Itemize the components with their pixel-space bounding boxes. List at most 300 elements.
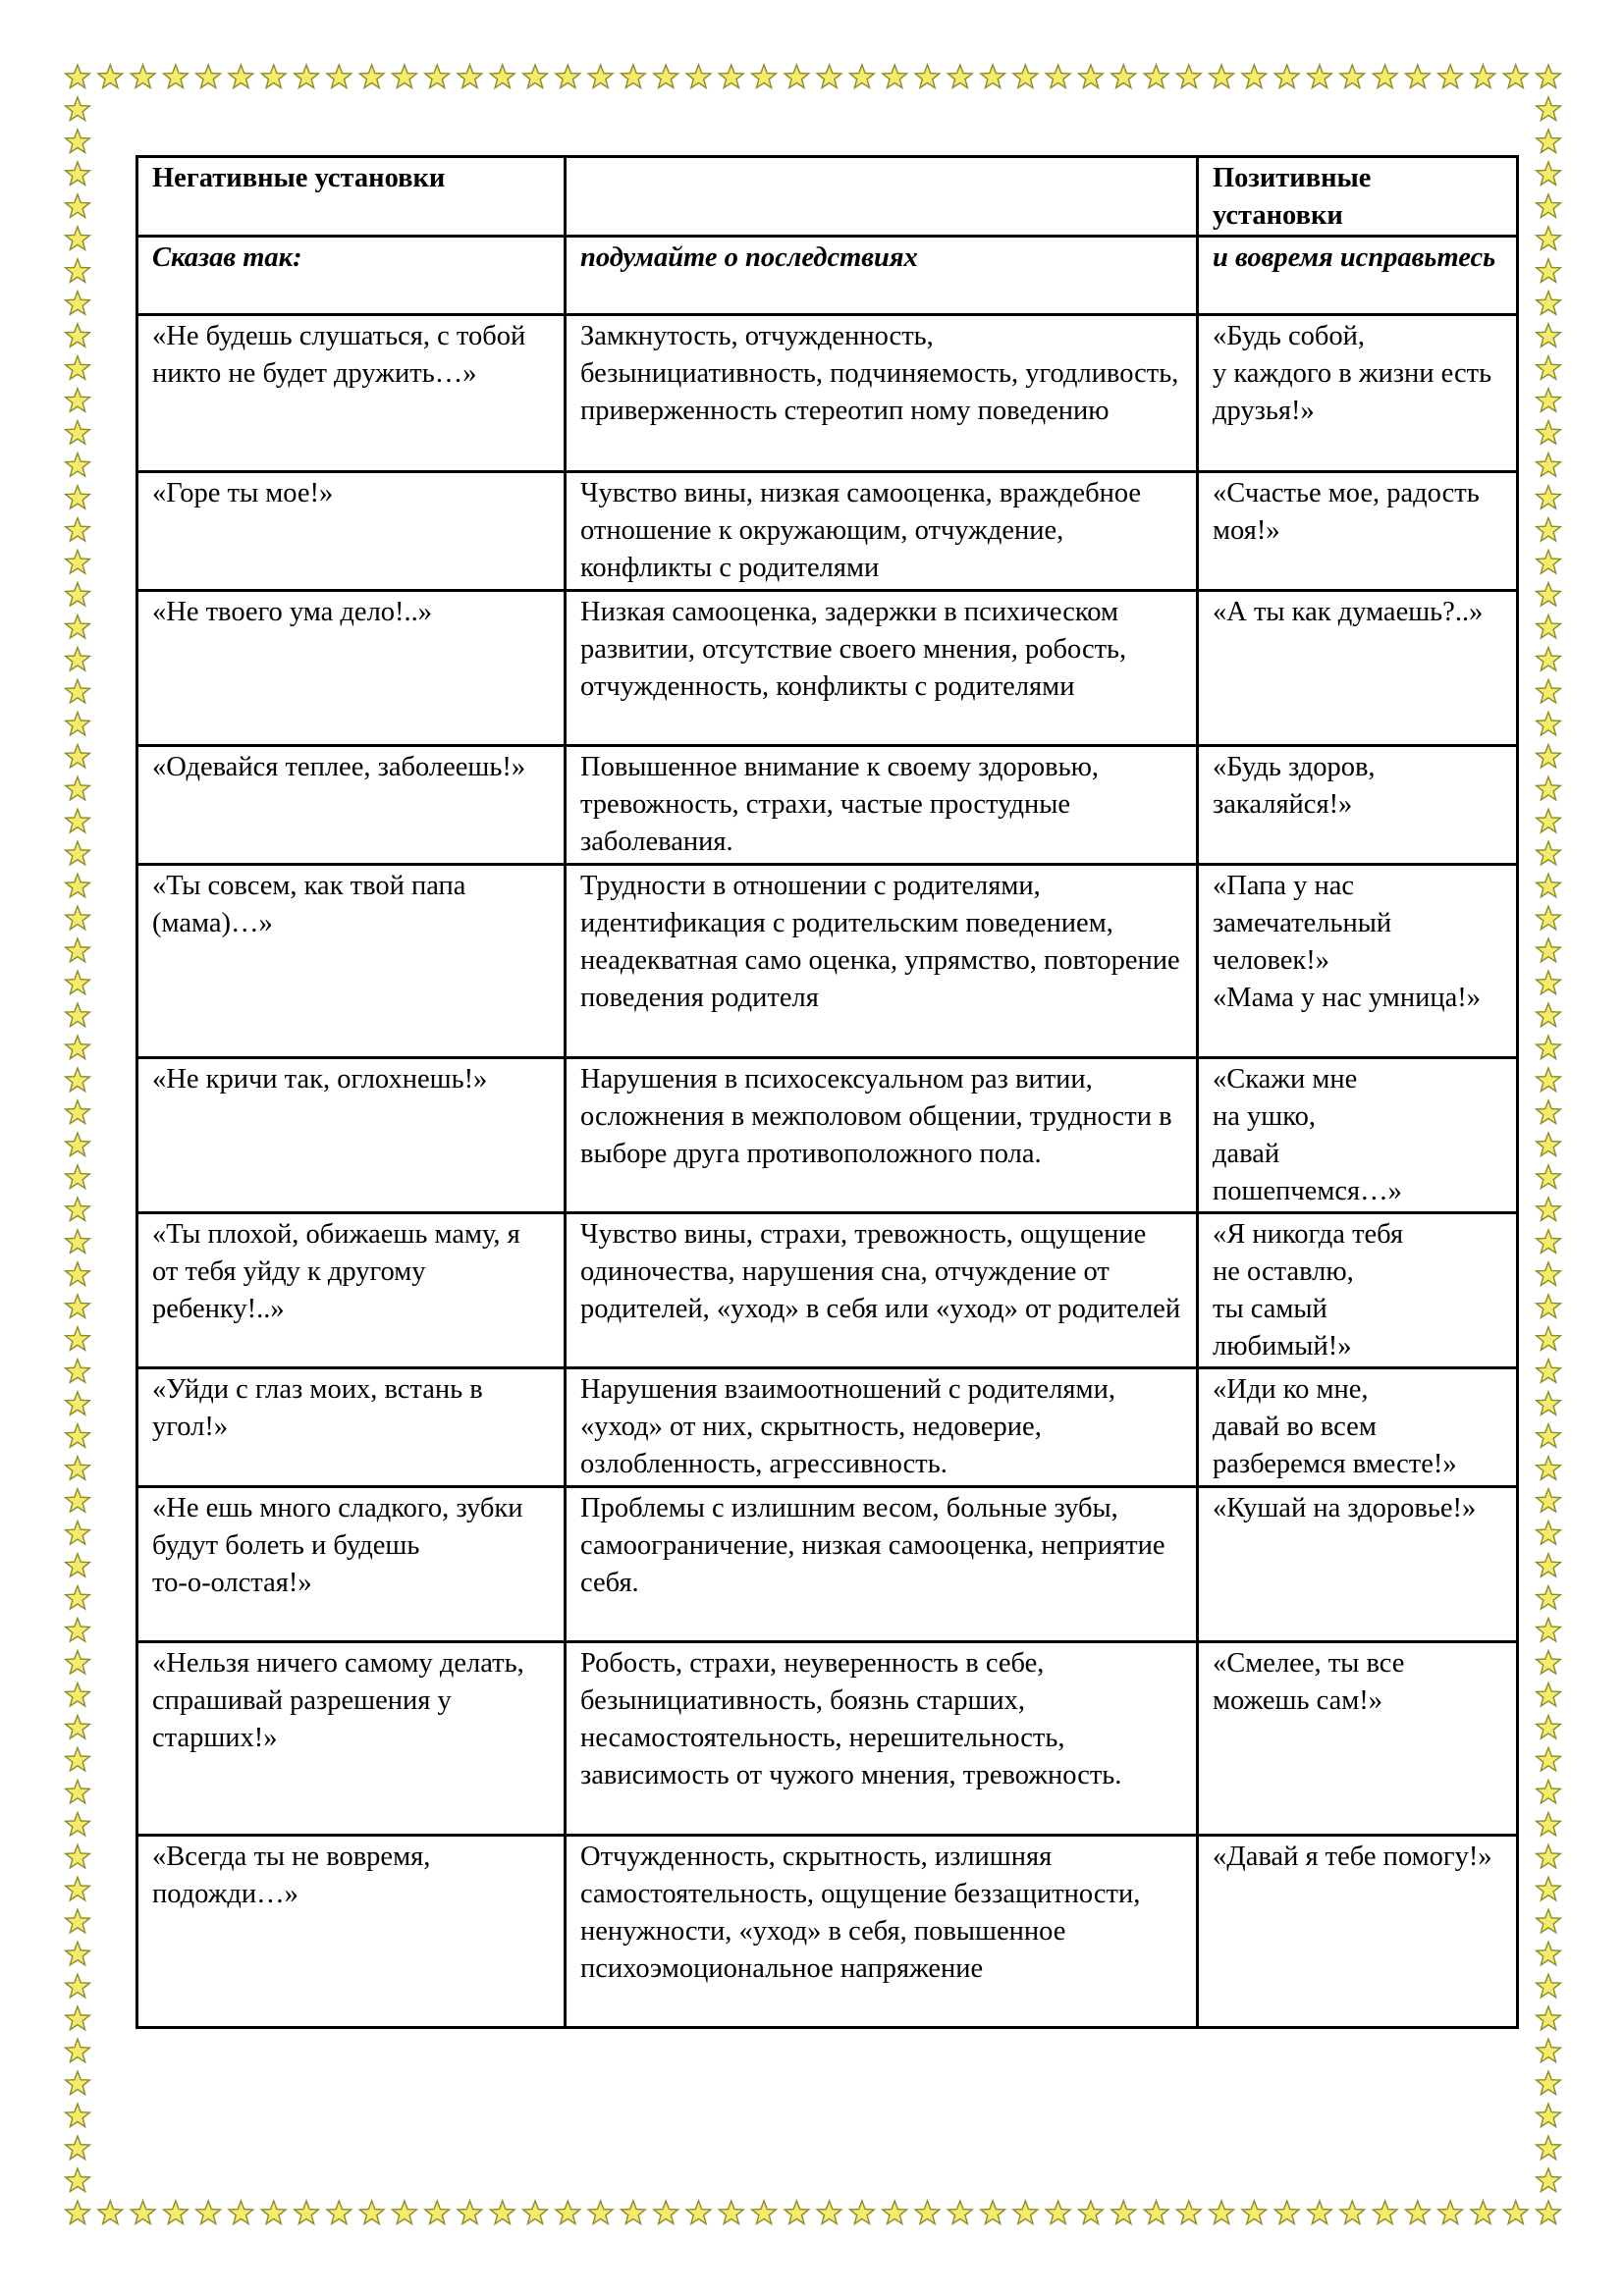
star-icon bbox=[1537, 421, 1561, 445]
star-icon bbox=[164, 65, 189, 88]
star-icon bbox=[327, 65, 352, 88]
star-icon bbox=[66, 874, 90, 897]
star-icon bbox=[66, 1522, 90, 1545]
star-icon bbox=[622, 65, 646, 88]
star-icon bbox=[66, 776, 90, 800]
positive-phrase-cell bbox=[1198, 1368, 1518, 1487]
star-icon bbox=[1537, 2201, 1561, 2224]
star-icon bbox=[1111, 2201, 1136, 2224]
star-icon bbox=[1537, 2136, 1561, 2160]
star-icon bbox=[719, 65, 743, 88]
star-icon bbox=[66, 1942, 90, 1965]
star-icon bbox=[66, 1036, 90, 1059]
star-icon bbox=[66, 1360, 90, 1383]
star-icon bbox=[66, 1747, 90, 1771]
star-icon bbox=[915, 65, 940, 88]
star-icon bbox=[1274, 65, 1299, 88]
consequences-text: Чувство вины, низкая самооценка, враждебное отношение к окружающим, отчуждение, конфликты с родителями bbox=[580, 478, 1142, 583]
star-icon bbox=[719, 2201, 743, 2224]
header-middle bbox=[566, 157, 1198, 237]
negative-phrase-cell bbox=[137, 1058, 566, 1213]
star-icon bbox=[66, 1295, 90, 1318]
consequences-text-cell bbox=[566, 472, 1198, 591]
star-icon bbox=[66, 1844, 90, 1868]
consequences-text: Чувство вины, страхи, тревожность, ощущение одиночества, нарушения сна, отчуждение от родителей, «уход» в себя или «уход» от родителей bbox=[580, 1219, 1181, 1324]
star-icon bbox=[66, 744, 90, 768]
star-icon bbox=[66, 1068, 90, 1092]
star-icon bbox=[915, 2201, 940, 2224]
star-icon bbox=[1537, 2104, 1561, 2127]
star-icon bbox=[66, 162, 90, 186]
positive-phrase-cell bbox=[1198, 1642, 1518, 1836]
star-icon bbox=[850, 65, 875, 88]
star-icon bbox=[66, 2136, 90, 2160]
star-icon bbox=[1046, 65, 1070, 88]
star-icon bbox=[1471, 2201, 1495, 2224]
negative-phrase-cell bbox=[137, 1487, 566, 1642]
star-icon bbox=[1537, 518, 1561, 542]
star-icon bbox=[66, 130, 90, 153]
positive-phrase: «Давай я тебе помогу!» bbox=[1213, 1842, 1492, 1872]
consequences-text: Повышенное внимание к своему здоровью, тревожность, страхи, частые простудные заболевания. bbox=[580, 752, 1100, 857]
star-icon bbox=[1537, 841, 1561, 865]
star-icon bbox=[1537, 1036, 1561, 1059]
star-icon bbox=[1537, 1619, 1561, 1642]
star-icon bbox=[66, 1424, 90, 1448]
star-icon bbox=[1537, 1877, 1561, 1900]
star-icon bbox=[1537, 65, 1561, 88]
star-icon bbox=[1537, 583, 1561, 607]
star-icon bbox=[1537, 1942, 1561, 1965]
star-icon bbox=[1537, 1327, 1561, 1351]
star-icon bbox=[1242, 65, 1267, 88]
star-icon bbox=[164, 2201, 189, 2224]
negative-phrase-cell bbox=[137, 1213, 566, 1368]
star-icon bbox=[1537, 971, 1561, 994]
star-icon bbox=[66, 1262, 90, 1286]
star-icon bbox=[66, 389, 90, 412]
consequences-text: Отчужденность, скрытность, излишняя самостоятельность, ощущение беззащитности, ненужности, «уход» в себя, повышенное психоэмоциональное напряжение bbox=[580, 1842, 1141, 1984]
star-icon bbox=[1537, 874, 1561, 897]
negative-phrase: «Не кричи так, оглохнешь!» bbox=[152, 1064, 488, 1095]
star-icon bbox=[523, 2201, 548, 2224]
consequences-text-cell bbox=[566, 1058, 1198, 1213]
star-icon bbox=[66, 841, 90, 865]
positive-phrase: «А ты как думаешь?..» bbox=[1213, 597, 1484, 627]
star-icon bbox=[229, 2201, 253, 2224]
star-icon bbox=[1537, 1424, 1561, 1448]
star-icon bbox=[66, 1198, 90, 1221]
star-icon bbox=[1537, 1651, 1561, 1675]
star-icon bbox=[1537, 647, 1561, 670]
star-icon bbox=[66, 356, 90, 380]
star-icon bbox=[1537, 1392, 1561, 1415]
star-icon bbox=[66, 1651, 90, 1675]
positive-phrase-cell bbox=[1198, 591, 1518, 746]
star-icon bbox=[1537, 1489, 1561, 1513]
star-icon bbox=[1537, 486, 1561, 509]
star-icon bbox=[327, 2201, 352, 2224]
positive-phrase-cell bbox=[1198, 865, 1518, 1058]
star-icon bbox=[1013, 2201, 1038, 2224]
star-icon bbox=[1537, 776, 1561, 800]
star-icon bbox=[1537, 1715, 1561, 1738]
table-row bbox=[137, 746, 1518, 865]
positive-phrase: «Смелее, ты все можешь сам!» bbox=[1213, 1648, 1405, 1716]
star-icon bbox=[1537, 194, 1561, 218]
star-icon bbox=[66, 712, 90, 735]
positive-phrase: «Счастье мое, радость моя!» bbox=[1213, 478, 1480, 546]
star-icon bbox=[981, 65, 1005, 88]
star-icon bbox=[1537, 1262, 1561, 1286]
star-icon bbox=[556, 2201, 580, 2224]
star-icon bbox=[66, 518, 90, 542]
star-icon bbox=[1537, 292, 1561, 315]
star-icon bbox=[1537, 1780, 1561, 1803]
star-icon bbox=[131, 2201, 155, 2224]
star-icon bbox=[1373, 2201, 1397, 2224]
table-row bbox=[137, 1213, 1518, 1368]
star-icon bbox=[425, 65, 450, 88]
star-icon bbox=[66, 454, 90, 477]
star-icon bbox=[458, 65, 482, 88]
star-icon bbox=[1537, 938, 1561, 962]
star-icon bbox=[66, 647, 90, 670]
negative-phrase: «Уйди с глаз моих, встань в угол!» bbox=[152, 1374, 483, 1442]
table-row bbox=[137, 865, 1518, 1058]
negative-phrase-cell bbox=[137, 865, 566, 1058]
star-icon bbox=[66, 1133, 90, 1156]
consequences-text-cell bbox=[566, 315, 1198, 472]
star-icon bbox=[1537, 1100, 1561, 1124]
star-icon bbox=[196, 65, 221, 88]
star-icon bbox=[752, 2201, 777, 2224]
negative-phrase-cell bbox=[137, 1836, 566, 2028]
star-icon bbox=[1079, 2201, 1104, 2224]
star-icon bbox=[66, 1489, 90, 1513]
star-icon bbox=[66, 1715, 90, 1738]
star-icon bbox=[131, 65, 155, 88]
subheader-middle: подумайте о последствиях bbox=[566, 237, 1198, 315]
positive-phrase: «Иди ко мне, давай во всем разберемся вместе!» bbox=[1213, 1374, 1457, 1479]
star-icon bbox=[66, 2006, 90, 2030]
star-icon bbox=[686, 65, 711, 88]
star-icon bbox=[66, 679, 90, 703]
star-icon bbox=[1537, 2039, 1561, 2062]
star-icon bbox=[66, 1230, 90, 1254]
positive-phrase: «Будь здоров, закаляйся!» bbox=[1213, 752, 1376, 820]
negative-phrase: «Не ешь много сладкого, зубки будут болеть и будешь то-о-олстая!» bbox=[152, 1493, 523, 1598]
star-icon bbox=[1537, 679, 1561, 703]
star-icon bbox=[490, 2201, 514, 2224]
star-icon bbox=[1340, 2201, 1365, 2224]
star-icon bbox=[393, 65, 417, 88]
star-icon bbox=[1537, 1003, 1561, 1027]
negative-phrase: «Ты плохой, обижаешь маму, я от тебя уйду к другому ребенку!..» bbox=[152, 1219, 520, 1324]
table-row bbox=[137, 1642, 1518, 1836]
table-row bbox=[137, 1836, 1518, 2028]
consequences-text-cell bbox=[566, 1368, 1198, 1487]
star-icon bbox=[1144, 2201, 1168, 2224]
star-icon bbox=[98, 65, 123, 88]
star-icon bbox=[66, 809, 90, 832]
star-icon bbox=[1537, 614, 1561, 638]
star-icon bbox=[66, 2201, 90, 2224]
star-icon bbox=[817, 2201, 841, 2224]
positive-phrase-cell bbox=[1198, 1058, 1518, 1213]
star-icon bbox=[1308, 65, 1332, 88]
star-icon bbox=[66, 1586, 90, 1610]
star-icon bbox=[66, 486, 90, 509]
star-icon bbox=[66, 324, 90, 347]
consequences-text-cell bbox=[566, 865, 1198, 1058]
consequences-text: Низкая самооценка, задержки в психическом развитии, отсутствие своего мнения, робость, отчужденность, конфликты с родителями bbox=[580, 597, 1127, 702]
star-icon bbox=[1537, 389, 1561, 412]
star-icon bbox=[1537, 1457, 1561, 1480]
star-icon bbox=[393, 2201, 417, 2224]
table-header-row bbox=[137, 157, 1518, 237]
star-icon bbox=[66, 1909, 90, 1933]
star-icon bbox=[66, 1327, 90, 1351]
star-icon bbox=[66, 421, 90, 445]
star-icon bbox=[1537, 1230, 1561, 1254]
negative-phrase: «Нельзя ничего самому делать, спрашивай разрешения у старших!» bbox=[152, 1648, 524, 1753]
star-icon bbox=[66, 906, 90, 930]
star-icon bbox=[686, 2201, 711, 2224]
consequences-text-cell bbox=[566, 1836, 1198, 2028]
consequences-text: Проблемы с излишним весом, больные зубы, самоограничение, низкая самооценка, неприятие себя. bbox=[580, 1493, 1165, 1598]
star-icon bbox=[1537, 1812, 1561, 1836]
star-icon bbox=[66, 614, 90, 638]
table-row bbox=[137, 1368, 1518, 1487]
star-icon bbox=[1537, 324, 1561, 347]
star-icon bbox=[66, 1682, 90, 1706]
star-icon bbox=[947, 2201, 972, 2224]
negative-phrase: «Всегда ты не вовремя, подожди…» bbox=[152, 1842, 431, 1909]
positive-phrase: «Скажи мне на ушко, давай пошепчемся…» bbox=[1213, 1064, 1402, 1206]
star-icon bbox=[523, 65, 548, 88]
star-icon bbox=[1537, 744, 1561, 768]
consequences-text-cell bbox=[566, 591, 1198, 746]
star-icon bbox=[196, 2201, 221, 2224]
positive-phrase-cell bbox=[1198, 1836, 1518, 2028]
star-icon bbox=[785, 65, 809, 88]
star-icon bbox=[1537, 1974, 1561, 1998]
positive-phrase-cell bbox=[1198, 1213, 1518, 1368]
star-icon bbox=[98, 2201, 123, 2224]
table-row bbox=[137, 591, 1518, 746]
star-icon bbox=[66, 1457, 90, 1480]
table-row bbox=[137, 1058, 1518, 1213]
star-icon bbox=[295, 65, 319, 88]
star-icon bbox=[1210, 2201, 1234, 2224]
star-icon bbox=[66, 551, 90, 574]
star-icon bbox=[1046, 2201, 1070, 2224]
star-icon bbox=[261, 65, 286, 88]
negative-phrase: «Одевайся теплее, заболеешь!» bbox=[152, 752, 526, 782]
positive-phrase-cell bbox=[1198, 1487, 1518, 1642]
star-icon bbox=[66, 292, 90, 315]
star-icon bbox=[1438, 65, 1463, 88]
star-icon bbox=[588, 2201, 613, 2224]
negative-phrase-cell bbox=[137, 1368, 566, 1487]
star-icon bbox=[359, 65, 384, 88]
star-icon bbox=[1537, 1522, 1561, 1545]
star-icon bbox=[66, 1812, 90, 1836]
star-icon bbox=[850, 2201, 875, 2224]
star-icon bbox=[66, 1165, 90, 1189]
star-icon bbox=[1176, 2201, 1201, 2224]
star-icon bbox=[66, 1554, 90, 1577]
consequences-text: Нарушения в психосексуальном раз витии, осложнения в межполовом общении, трудности в выборе друга противоположного пола. bbox=[580, 1064, 1172, 1169]
star-icon bbox=[1537, 1198, 1561, 1221]
star-icon bbox=[359, 2201, 384, 2224]
star-icon bbox=[66, 259, 90, 283]
star-icon bbox=[1537, 1133, 1561, 1156]
star-icon bbox=[66, 227, 90, 250]
star-icon bbox=[66, 938, 90, 962]
subheader-positive: и вовремя исправьтесь bbox=[1198, 237, 1518, 315]
star-icon bbox=[1274, 2201, 1299, 2224]
subheader-negative: Сказав так: bbox=[137, 237, 566, 315]
star-icon bbox=[261, 2201, 286, 2224]
star-icon bbox=[66, 2071, 90, 2095]
star-icon bbox=[1537, 227, 1561, 250]
star-icon bbox=[1242, 2201, 1267, 2224]
star-icon bbox=[66, 97, 90, 121]
star-icon bbox=[588, 65, 613, 88]
consequences-text-cell bbox=[566, 1213, 1198, 1368]
star-icon bbox=[66, 65, 90, 88]
star-icon bbox=[883, 65, 907, 88]
star-icon bbox=[66, 1100, 90, 1124]
table-row bbox=[137, 1487, 1518, 1642]
negative-phrase: «Ты совсем, как твой папа (мама)…» bbox=[152, 871, 466, 938]
star-icon bbox=[66, 1974, 90, 1998]
consequences-text: Робость, страхи, неуверенность в себе, безынициативность, боязнь старших, несамостоятельность, нерешительность, зависимость от чужого мнения, тревожность. bbox=[580, 1648, 1122, 1790]
star-icon bbox=[1537, 809, 1561, 832]
star-icon bbox=[458, 2201, 482, 2224]
header-negative: Негативные установки bbox=[137, 157, 566, 237]
star-icon bbox=[1111, 65, 1136, 88]
star-icon bbox=[425, 2201, 450, 2224]
star-icon bbox=[1537, 2071, 1561, 2095]
star-icon bbox=[1537, 356, 1561, 380]
star-icon bbox=[66, 2039, 90, 2062]
star-icon bbox=[66, 1392, 90, 1415]
negative-phrase-cell bbox=[137, 591, 566, 746]
star-icon bbox=[66, 1003, 90, 1027]
header-positive: Позитивные установки bbox=[1198, 157, 1518, 237]
negative-phrase: «Не твоего ума дело!..» bbox=[152, 597, 433, 627]
negative-phrase: «Не будешь слушаться, с тобой никто не будет дружить…» bbox=[152, 321, 526, 389]
star-icon bbox=[752, 65, 777, 88]
star-icon bbox=[1537, 2168, 1561, 2192]
positive-phrase: «Папа у нас замечательный человек!» «Мама у нас умница!» bbox=[1213, 871, 1481, 1013]
star-icon bbox=[1537, 1909, 1561, 1933]
star-icon bbox=[1405, 65, 1430, 88]
negative-phrase-cell bbox=[137, 315, 566, 472]
star-icon bbox=[66, 1780, 90, 1803]
star-icon bbox=[1537, 259, 1561, 283]
consequences-text-cell bbox=[566, 746, 1198, 865]
consequences-text-cell bbox=[566, 1642, 1198, 1836]
star-icon bbox=[556, 65, 580, 88]
star-icon bbox=[66, 194, 90, 218]
consequences-text-cell bbox=[566, 1487, 1198, 1642]
star-icon bbox=[1013, 65, 1038, 88]
star-icon bbox=[1537, 906, 1561, 930]
star-icon bbox=[1537, 162, 1561, 186]
star-icon bbox=[654, 2201, 678, 2224]
star-icon bbox=[1537, 1295, 1561, 1318]
star-icon bbox=[295, 2201, 319, 2224]
star-icon bbox=[229, 65, 253, 88]
star-icon bbox=[1537, 551, 1561, 574]
table-row bbox=[137, 315, 1518, 472]
star-icon bbox=[66, 2104, 90, 2127]
star-icon bbox=[1537, 1747, 1561, 1771]
star-icon bbox=[1340, 65, 1365, 88]
star-icon bbox=[1537, 130, 1561, 153]
star-icon bbox=[1537, 454, 1561, 477]
star-icon bbox=[66, 583, 90, 607]
star-icon bbox=[1079, 65, 1104, 88]
star-icon bbox=[622, 2201, 646, 2224]
positive-phrase-cell bbox=[1198, 315, 1518, 472]
negative-phrase-cell bbox=[137, 746, 566, 865]
attitudes-table bbox=[135, 155, 1519, 2029]
star-icon bbox=[785, 2201, 809, 2224]
star-icon bbox=[1373, 65, 1397, 88]
star-icon bbox=[654, 65, 678, 88]
consequences-text: Трудности в отношении с родителями, идентификация с родительским поведением, неадекватная само оценка, упрямство, повторение поведения родителя bbox=[580, 871, 1180, 1013]
positive-phrase-cell bbox=[1198, 746, 1518, 865]
negative-phrase: «Горе ты мое!» bbox=[152, 478, 334, 508]
star-icon bbox=[1537, 712, 1561, 735]
negative-phrase-cell bbox=[137, 1642, 566, 1836]
star-icon bbox=[1537, 1360, 1561, 1383]
star-icon bbox=[66, 1619, 90, 1642]
table-subheader-row bbox=[137, 237, 1518, 315]
star-icon bbox=[66, 1877, 90, 1900]
star-icon bbox=[817, 65, 841, 88]
star-icon bbox=[1471, 65, 1495, 88]
star-icon bbox=[1405, 2201, 1430, 2224]
star-icon bbox=[981, 2201, 1005, 2224]
star-icon bbox=[947, 65, 972, 88]
star-icon bbox=[66, 2168, 90, 2192]
star-icon bbox=[1438, 2201, 1463, 2224]
positive-phrase: «Кушай на здоровье!» bbox=[1213, 1493, 1477, 1523]
star-icon bbox=[1537, 97, 1561, 121]
star-icon bbox=[1210, 65, 1234, 88]
consequences-text: Замкнутость, отчужденность, безынициативность, подчиняемость, угодливость, приверженность стереотип ному поведению bbox=[580, 321, 1179, 426]
star-icon bbox=[1537, 1554, 1561, 1577]
negative-phrase-cell bbox=[137, 472, 566, 591]
star-icon bbox=[66, 971, 90, 994]
star-icon bbox=[1503, 65, 1528, 88]
positive-phrase: «Я никогда тебя не оставлю, ты самый любимый!» bbox=[1213, 1219, 1404, 1362]
star-icon bbox=[1537, 1068, 1561, 1092]
positive-phrase-cell bbox=[1198, 472, 1518, 591]
star-icon bbox=[1537, 1165, 1561, 1189]
star-icon bbox=[1176, 65, 1201, 88]
star-icon bbox=[883, 2201, 907, 2224]
star-icon bbox=[1537, 2006, 1561, 2030]
star-icon bbox=[1144, 65, 1168, 88]
consequences-text: Нарушения взаимоотношений с родителями, «уход» от них, скрытность, недоверие, озлобленность, агрессивность. bbox=[580, 1374, 1115, 1479]
